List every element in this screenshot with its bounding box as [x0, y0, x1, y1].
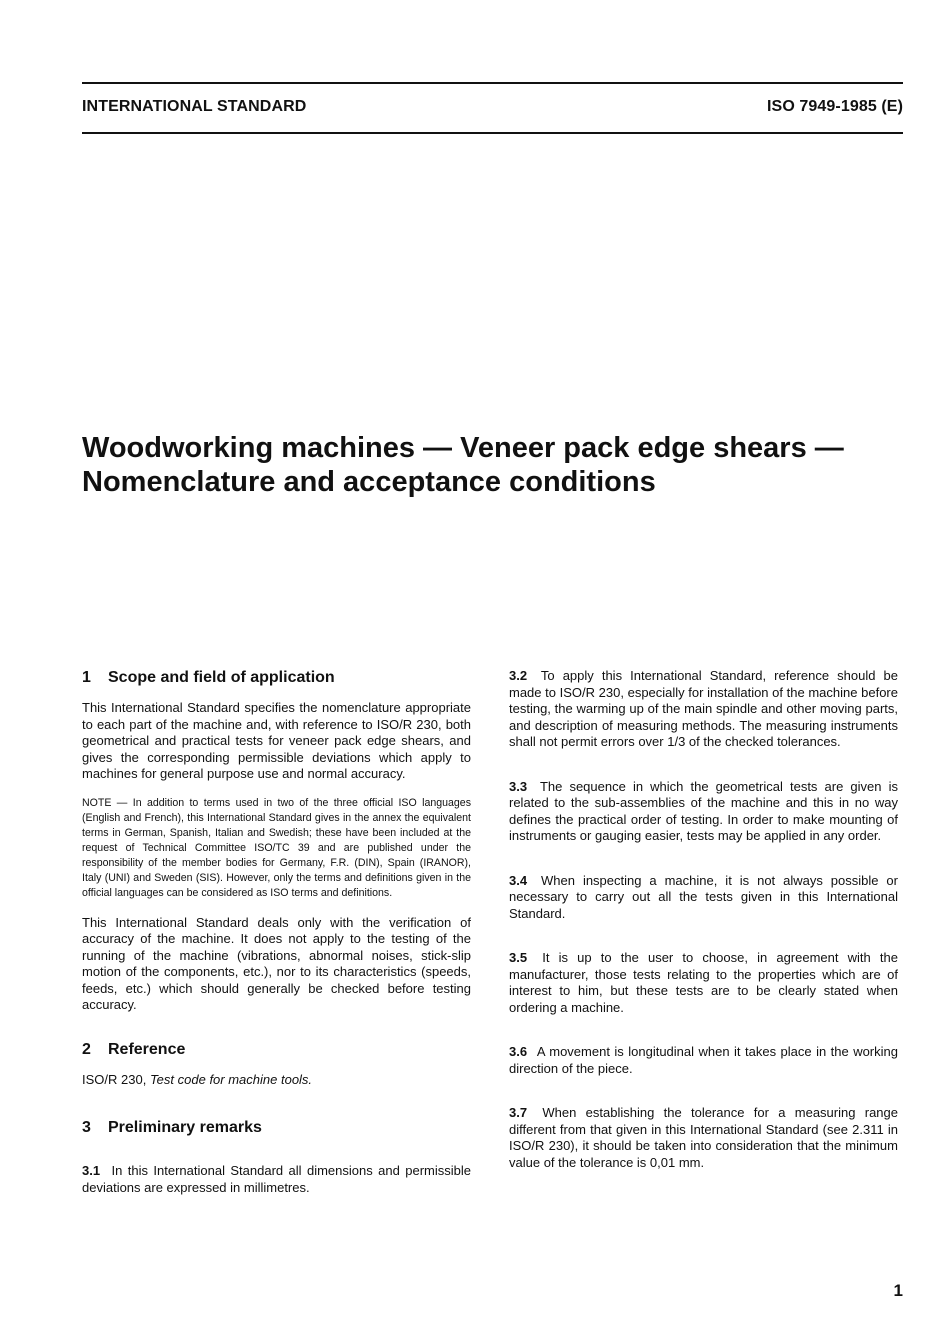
- page-number: 1: [893, 1281, 903, 1300]
- clause-3-3-number: 3.3: [509, 778, 528, 794]
- clause-3-3-text: The sequence in which the geometrical tests are given is related to the sub-assemblies of the machine and this in no way defines the practical order of testing. In order to make mounting of instruments or gauging easier, tests may be applied in any order.: [509, 778, 898, 843]
- section-1-title: Scope and field of application: [108, 669, 335, 686]
- standard-number: ISO 7949-1985 (E): [767, 98, 903, 115]
- clause-3-5: [509, 950, 898, 1016]
- clause-3-2: [509, 668, 898, 751]
- clause-3-4-number: 3.4: [509, 872, 528, 888]
- clause-3-6: [509, 1044, 898, 1077]
- clause-3-5-text: It is up to the user to choose, in agreement with the manufacturer, those tests relating to the properties which are of interest to him, but these tests are to be clearly stated when ordering a machine.: [509, 950, 898, 1015]
- left-column: [82, 668, 471, 1196]
- clause-3-7: [509, 1105, 898, 1171]
- section-3-heading: [82, 1118, 471, 1138]
- clause-3-1-number: 3.1: [82, 1163, 101, 1178]
- clause-3-2-number: 3.2: [509, 668, 528, 683]
- section-2-title: Reference: [108, 1040, 186, 1058]
- clause-3-4-text: When inspecting a machine, it is not always possible or necessary to carry out all the tests given in this International Standard.: [509, 872, 898, 921]
- right-column: [509, 668, 898, 1171]
- verification-paragraph: This International Standard deals only with the verification of accuracy of the machine. It does not apply to the testing of the running of the machine (vibrations, abnormal noises, stick-slip motion of the components, etc.), nor to its characteristics (speeds, feeds, etc.) which should generally be checked before testing accuracy.: [82, 914, 471, 1012]
- clause-3-5-number: 3.5: [509, 950, 528, 965]
- reference-title: Test code for machine tools.: [149, 1071, 313, 1087]
- section-2-heading: [82, 1040, 471, 1060]
- clause-3-1-text: In this International Standard all dimensions and permissible deviations are expressed in millimetres.: [82, 1163, 471, 1195]
- section-3-number: 3: [82, 1119, 91, 1136]
- clause-3-6-number: 3.6: [509, 1044, 528, 1059]
- title-line-2: Nomenclature and acceptance conditions: [82, 466, 656, 498]
- title-line-1: Woodworking machines — Veneer pack edge shears —: [82, 432, 844, 464]
- clause-3-6-text: A movement is longitudinal when it takes place in the working direction of the piece.: [509, 1044, 898, 1076]
- clause-3-7-number: 3.7: [509, 1105, 528, 1120]
- header-bottom-rule: [82, 132, 903, 134]
- section-2-number: 2: [82, 1040, 91, 1058]
- header-top-rule: [82, 82, 903, 84]
- document-type-label: INTERNATIONAL STANDARD: [82, 98, 307, 115]
- reference-entry: [82, 1072, 471, 1089]
- section-3-title: Preliminary remarks: [108, 1119, 262, 1136]
- section-1-heading: [82, 668, 471, 688]
- document-title: [82, 431, 912, 499]
- section-1-number: 1: [82, 669, 91, 686]
- clause-3-4: [509, 873, 898, 923]
- reference-code: ISO/R 230,: [82, 1071, 147, 1087]
- clause-3-7-text: When establishing the tolerance for a measuring range different from that given in this International Standard (see 2.311 in ISO/R 230), it should be taken into consideration that the minimum value of the tolerance is 0,01 mm.: [509, 1105, 898, 1170]
- clause-3-1: [82, 1163, 471, 1196]
- clause-3-2-text: To apply this International Standard, reference should be made to ISO/R 230, especially for installation of the machine before testing, the warming up of the main spindle and other moving parts, and description of measuring methods. The measuring instruments shall not permit errors over 1/3 of the checked tolerances.: [509, 668, 898, 749]
- scope-paragraph: This International Standard specifies the nomenclature appropriate to each part of the machine and, with reference to ISO/R 230, both geometrical and practical tests for veneer pack edge shears, and gives the corresponding permissible deviations which apply to machines for general purpose use and normal accuracy.: [82, 700, 471, 781]
- clause-3-3: [509, 779, 898, 845]
- languages-note: NOTE — In addition to terms used in two of the three official ISO languages (English and French), this International Standard gives in the annex the equivalent terms in German, Spanish, Italian and Swedish; these have been included at the request of Technical Committee ISO/TC 39 and are published under the responsibility of the member bodies for Germany, F.R. (DIN), Spain (IRANOR), Italy (UNI) and Sweden (SIS). However, only the terms and definitions given in the official languages can be considered as ISO terms and definitions.: [82, 796, 471, 899]
